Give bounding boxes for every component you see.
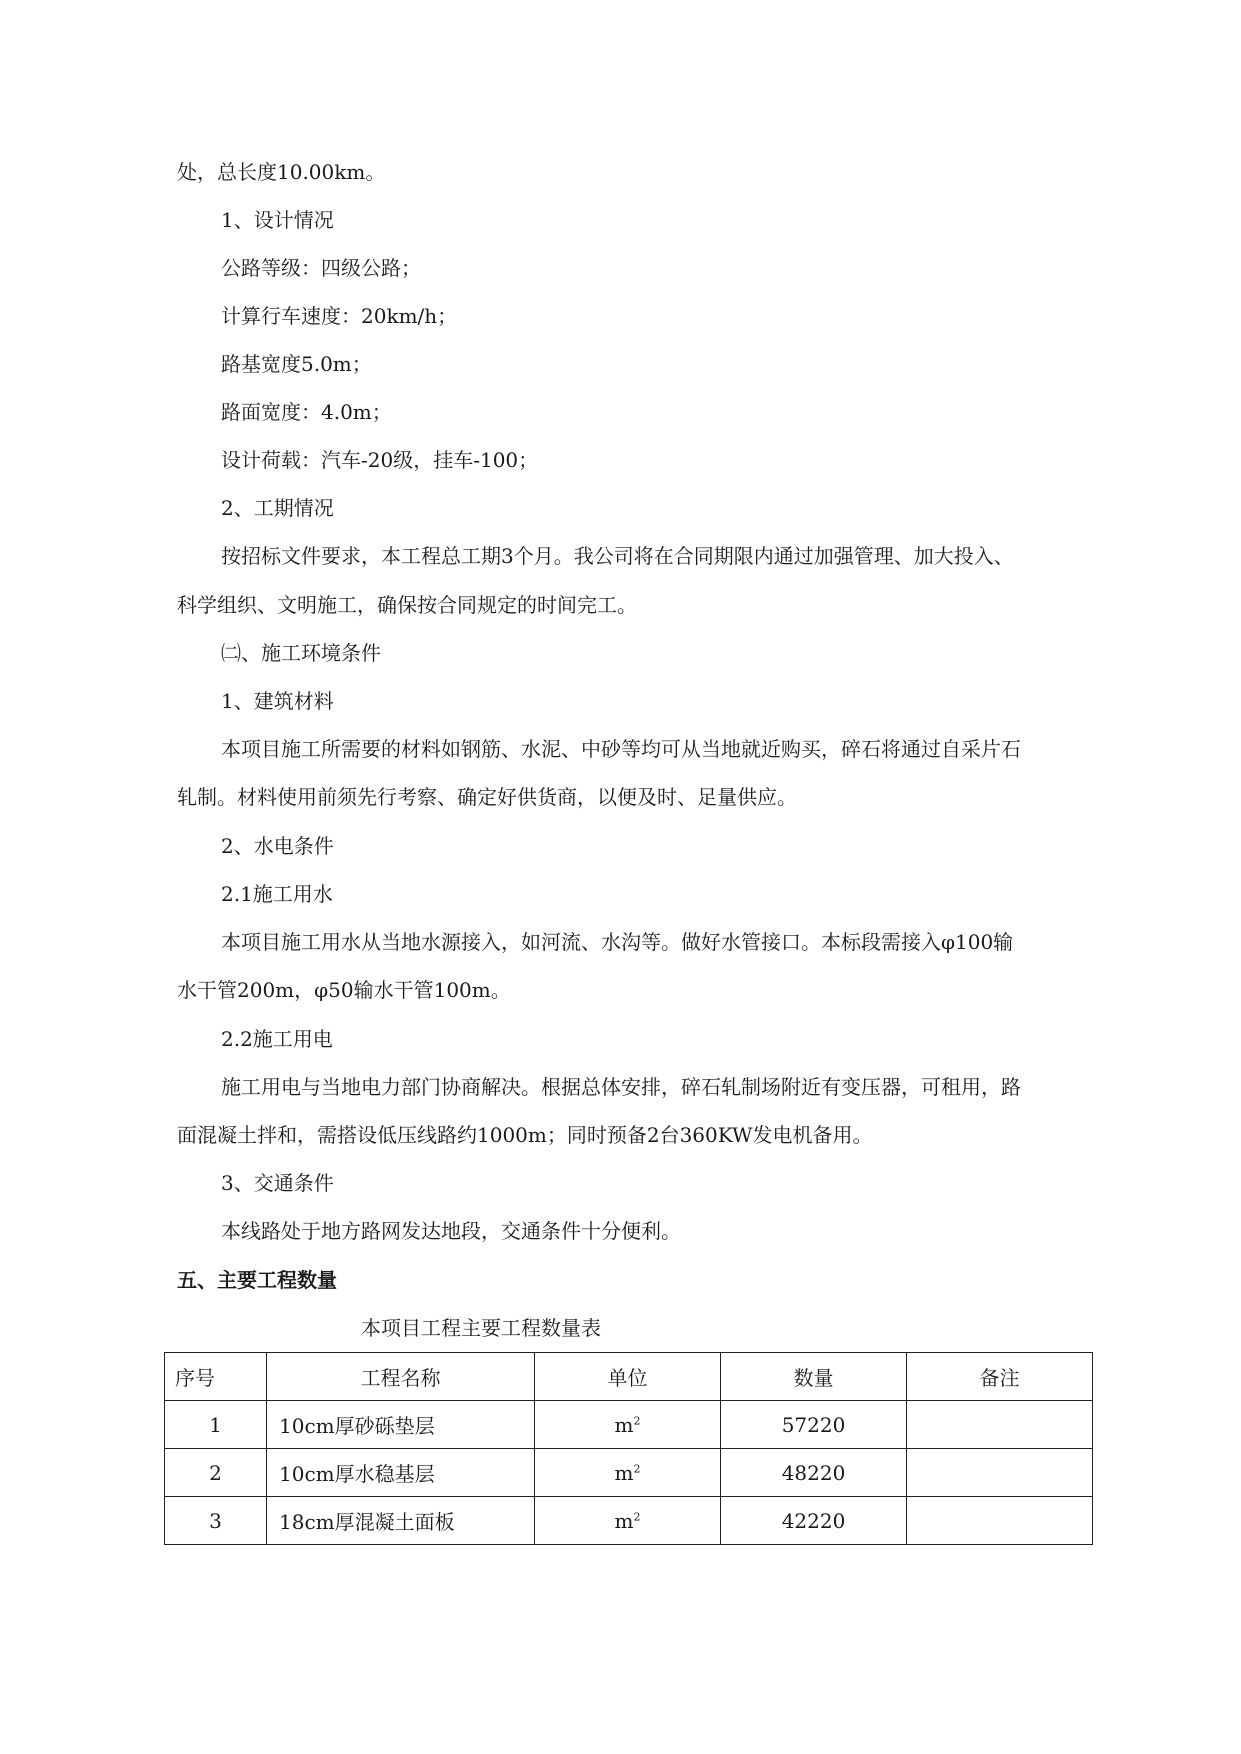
- paragraph-line: 路面宽度：4.0m；: [221, 400, 392, 424]
- row-name: 10cm厚砂砾垫层: [267, 1401, 535, 1449]
- section-heading: 五、主要工程数量: [177, 1268, 337, 1292]
- paragraph-line: 水干管200m，φ50输水干管100m。: [177, 978, 511, 1002]
- paragraph-line: 轧制。材料使用前须先行考察、确定好供货商，以便及时、足量供应。: [177, 785, 797, 809]
- paragraph-line: 处，总长度10.00km。: [177, 160, 386, 184]
- paragraph-line: 本线路处于地方路网发达地段，交通条件十分便利。: [221, 1219, 681, 1243]
- table-row: [165, 1449, 1093, 1497]
- paragraph-line: 1、设计情况: [221, 208, 334, 232]
- table-caption: 本项目工程主要工程数量表: [361, 1316, 601, 1340]
- unit-superscript: 2: [633, 1461, 641, 1475]
- paragraph-line: 2.2施工用电: [221, 1027, 333, 1051]
- row-quantity: 42220: [721, 1497, 907, 1545]
- paragraph-line: 2、工期情况: [221, 496, 334, 520]
- table-row: [165, 1401, 1093, 1449]
- row-quantity: 57220: [721, 1401, 907, 1449]
- paragraph-line: 面混凝土拌和，需搭设低压线路约1000m；同时预备2台360KW发电机备用。: [177, 1123, 873, 1147]
- row-index: 3: [165, 1497, 267, 1545]
- header-index: 序号: [165, 1353, 267, 1401]
- row-name: 18cm厚混凝土面板: [267, 1497, 535, 1545]
- header-remark: 备注: [907, 1353, 1093, 1401]
- paragraph-line: 设计荷载：汽车-20级，挂车-100；: [221, 448, 539, 472]
- quantity-table: [164, 1352, 1093, 1545]
- paragraph-line: 本项目施工用水从当地水源接入，如河流、水沟等。做好水管接口。本标段需接入φ100输: [221, 930, 1014, 954]
- row-unit: [535, 1449, 721, 1497]
- header-name: 工程名称: [267, 1353, 535, 1401]
- row-remark: [907, 1497, 1093, 1545]
- unit-text: m: [614, 1412, 634, 1437]
- row-unit: [535, 1401, 721, 1449]
- paragraph-line: ㈡、施工环境条件: [221, 641, 381, 665]
- paragraph-line: 2、水电条件: [221, 834, 334, 858]
- paragraph-line: 科学组织、文明施工，确保按合同规定的时间完工。: [177, 593, 637, 617]
- row-remark: [907, 1449, 1093, 1497]
- paragraph-line: 1、建筑材料: [221, 689, 334, 713]
- paragraph-line: 3、交通条件: [221, 1171, 334, 1195]
- row-unit: [535, 1497, 721, 1545]
- table-row: [165, 1497, 1093, 1545]
- row-quantity: 48220: [721, 1449, 907, 1497]
- unit-text: m: [614, 1508, 634, 1533]
- paragraph-line: 按招标文件要求，本工程总工期3个月。我公司将在合同期限内通过加强管理、加大投入、: [221, 544, 1014, 568]
- paragraph-line: 本项目施工所需要的材料如钢筋、水泥、中砂等均可从当地就近购买，碎石将通过自采片石: [221, 737, 1021, 761]
- paragraph-line: 路基宽度5.0m；: [221, 352, 372, 376]
- paragraph-line: 计算行车速度：20km/h；: [221, 304, 458, 328]
- table-header-row: [165, 1353, 1093, 1401]
- unit-superscript: 2: [633, 1413, 641, 1427]
- row-name: 10cm厚水稳基层: [267, 1449, 535, 1497]
- row-index: 2: [165, 1449, 267, 1497]
- paragraph-line: 2.1施工用水: [221, 882, 333, 906]
- paragraph-line: 施工用电与当地电力部门协商解决。根据总体安排，碎石轧制场附近有变压器，可租用，路: [221, 1075, 1021, 1099]
- row-index: 1: [165, 1401, 267, 1449]
- header-unit: 单位: [535, 1353, 721, 1401]
- unit-superscript: 2: [633, 1509, 641, 1523]
- row-remark: [907, 1401, 1093, 1449]
- header-quantity: 数量: [721, 1353, 907, 1401]
- unit-text: m: [614, 1460, 634, 1485]
- paragraph-line: 公路等级：四级公路；: [221, 256, 421, 280]
